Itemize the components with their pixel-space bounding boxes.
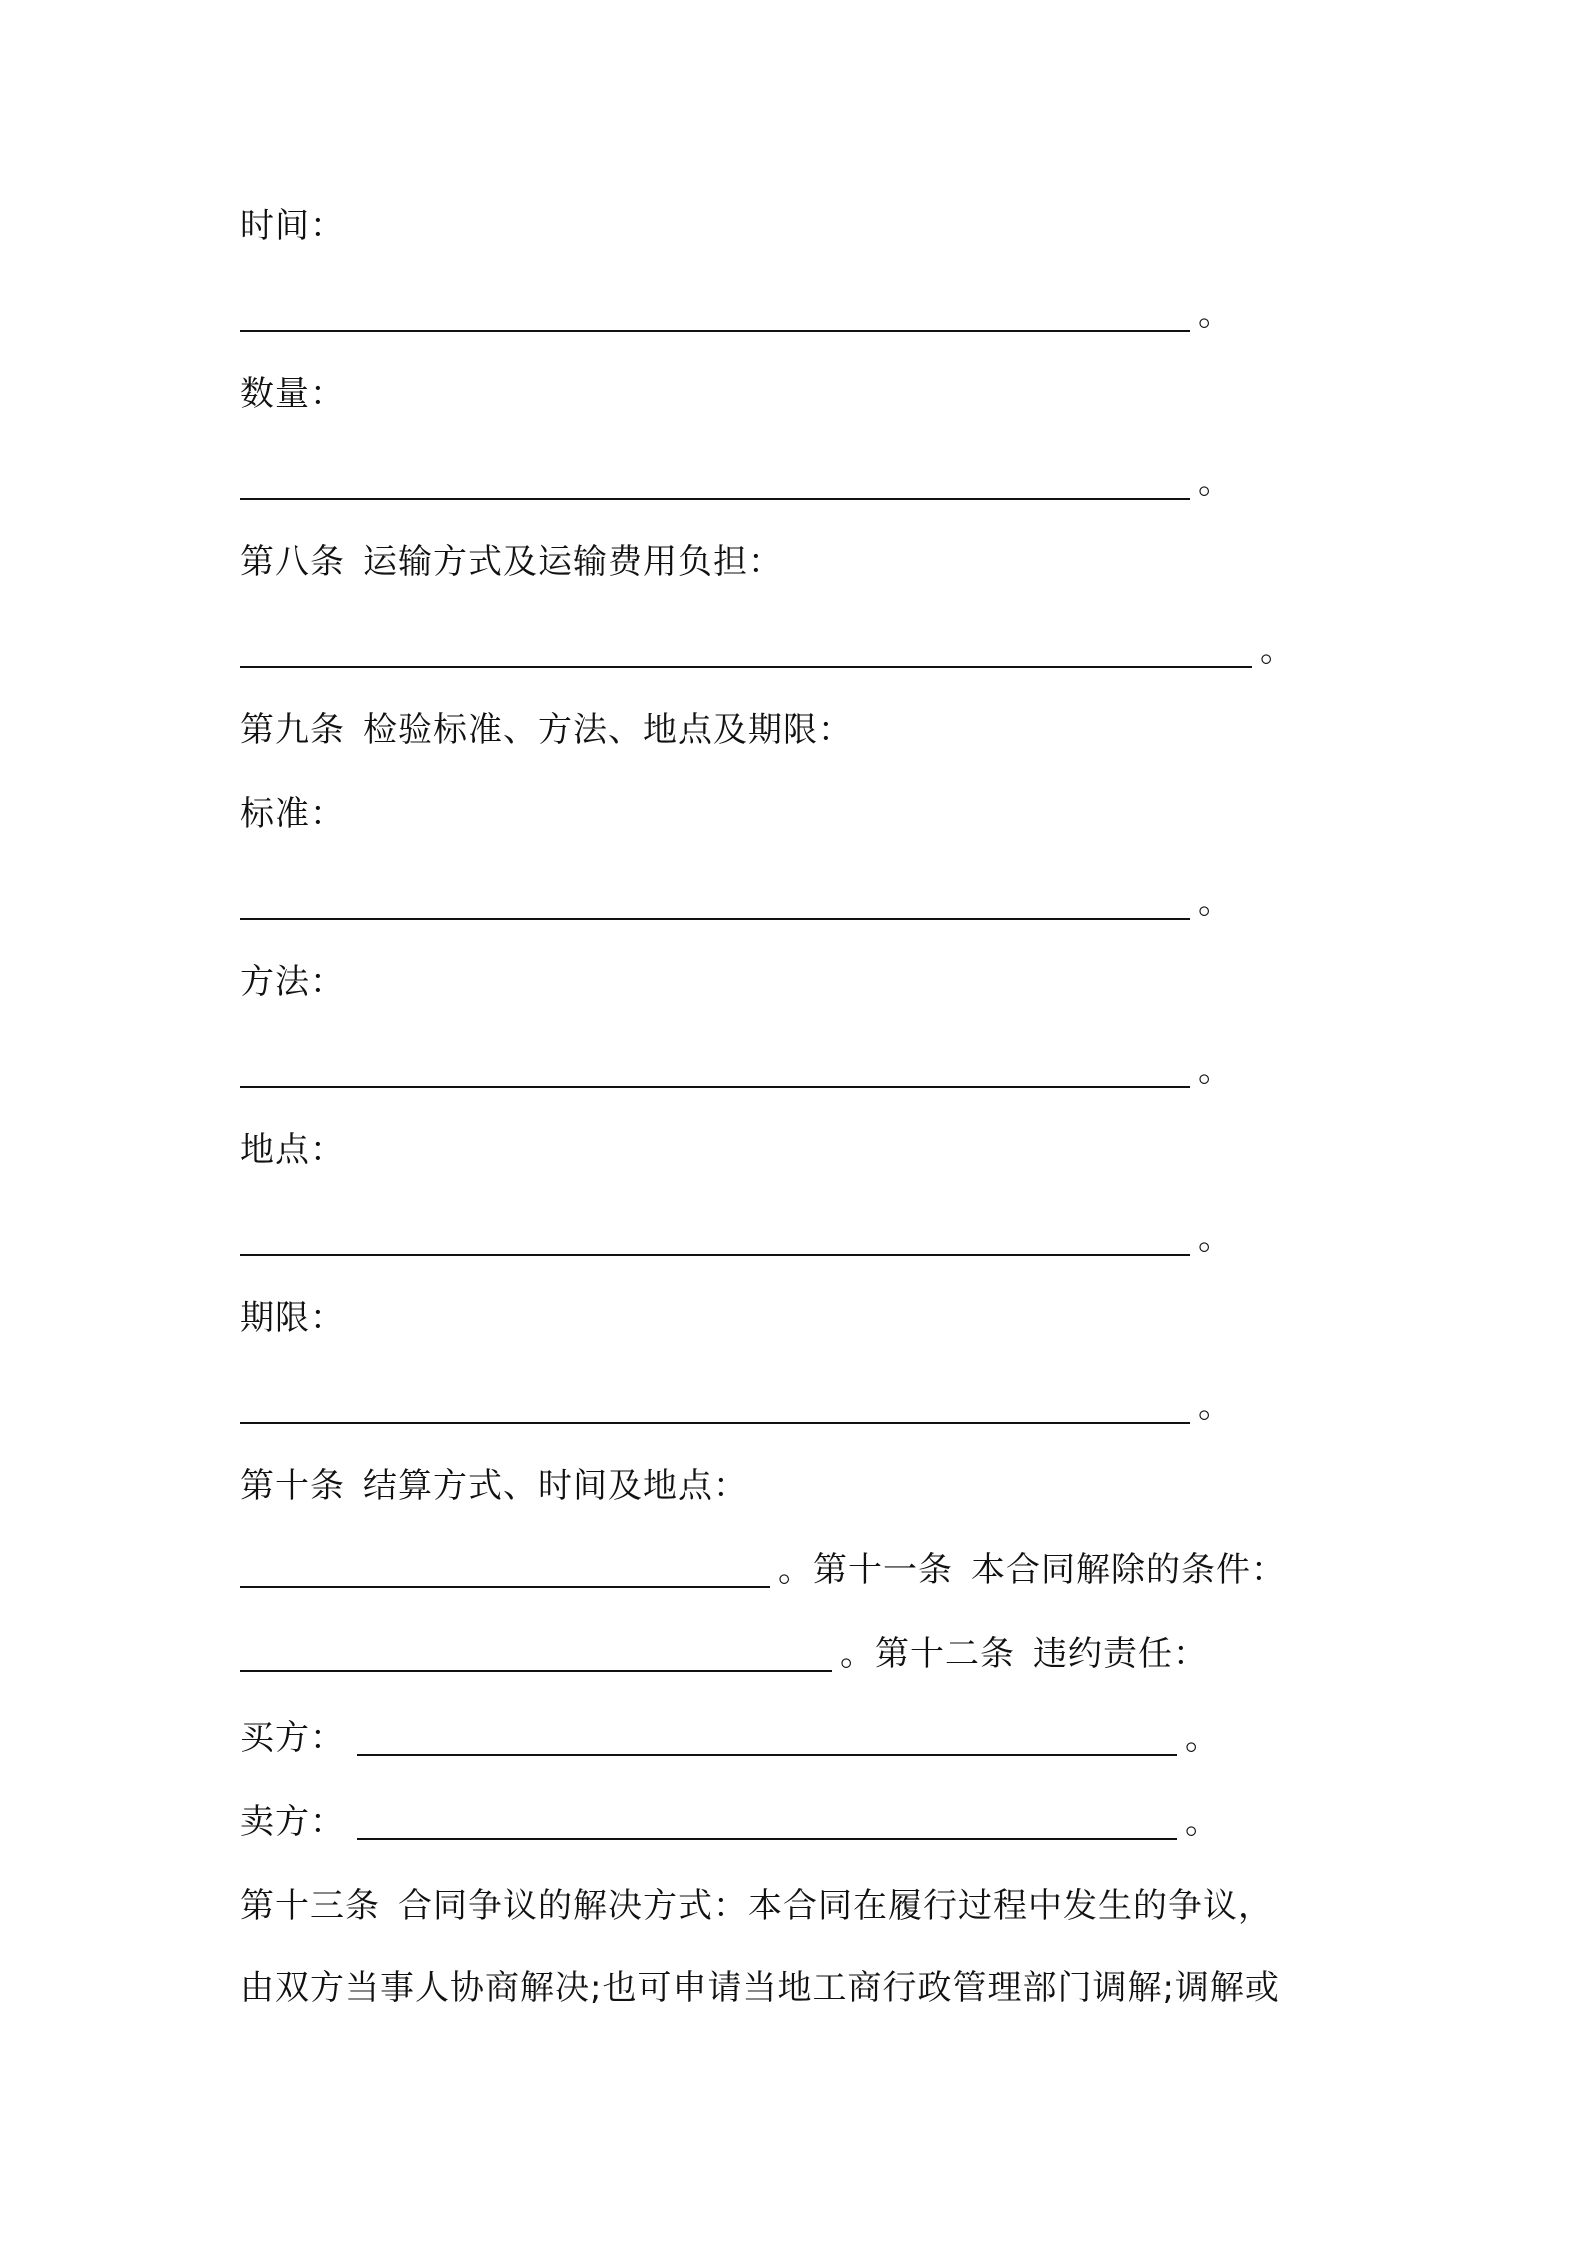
period-mark: 。 [1198,1218,1233,1258]
period-mark: 。 [778,1550,813,1590]
buyer-label: 买方： [240,1718,345,1758]
period-mark: 。 [1198,882,1233,922]
article-9-heading [240,708,853,752]
standard-fill-blank[interactable] [240,888,1190,920]
period-fill-blank[interactable] [240,1392,1190,1424]
place-fill-blank[interactable] [240,1224,1190,1256]
period-blank-line [240,1384,1233,1428]
article-11-line [240,1548,1286,1592]
article-12-line [240,1632,1208,1676]
period-mark: 。 [1185,1718,1220,1758]
period-mark: 。 [1185,1802,1220,1842]
standard-blank-line [240,880,1233,924]
time-fill-blank[interactable] [240,300,1190,332]
period-mark: 。 [1198,462,1233,502]
article-12-number: 第十二条 [875,1634,1015,1674]
method-label-line [240,960,345,1004]
seller-fill-blank[interactable] [357,1808,1177,1840]
article-11-title: 本合同解除的条件： [971,1550,1286,1590]
time-blank-line [240,292,1233,336]
method-fill-blank[interactable] [240,1056,1190,1088]
place-label-line [240,1128,345,1172]
seller-label: 卖方： [240,1802,345,1842]
period-label: 期限： [240,1298,345,1338]
quantity-fill-blank[interactable] [240,468,1190,500]
period-mark: 。 [1198,294,1233,334]
buyer-fill-blank[interactable] [357,1724,1177,1756]
article-11-number: 第十一条 [813,1550,953,1590]
article-10-title: 结算方式、时间及地点： [363,1466,748,1506]
quantity-label: 数量： [240,374,345,414]
article-13-continuation [240,1966,1280,2010]
seller-line [240,1800,1220,1844]
transport-fill-blank[interactable] [240,636,1252,668]
article-8-heading [240,540,783,584]
time-label-line [240,204,345,248]
article-9-title: 检验标准、方法、地点及期限： [363,710,853,750]
article-8-title: 运输方式及运输费用负担： [363,542,783,582]
article-8-blank-line [240,628,1295,672]
period-mark: 。 [1198,1386,1233,1426]
period-mark: 。 [1198,1050,1233,1090]
buyer-line [240,1716,1220,1760]
time-label: 时间： [240,206,345,246]
article-13-number: 第十三条 [240,1886,380,1926]
article-13-text: 由双方当事人协商解决;也可申请当地工商行政管理部门调解;调解或 [240,1968,1280,2008]
standard-label-line [240,792,345,836]
article-10-heading [240,1464,748,1508]
quantity-blank-line [240,460,1233,504]
place-label: 地点： [240,1130,345,1170]
quantity-label-line [240,372,345,416]
termination-fill-blank[interactable] [240,1640,832,1672]
article-13-heading [240,1884,1273,1928]
article-13-title: 合同争议的解决方式：本合同在履行过程中发生的争议， [398,1886,1273,1926]
period-mark: 。 [840,1634,875,1674]
article-9-number: 第九条 [240,710,345,750]
period-mark: 。 [1260,630,1295,670]
period-label-line [240,1296,345,1340]
article-8-number: 第八条 [240,542,345,582]
place-blank-line [240,1216,1233,1260]
method-label: 方法： [240,962,345,1002]
standard-label: 标准： [240,794,345,834]
method-blank-line [240,1048,1233,1092]
article-12-title: 违约责任： [1033,1634,1208,1674]
settlement-fill-blank[interactable] [240,1556,770,1588]
article-10-number: 第十条 [240,1466,345,1506]
